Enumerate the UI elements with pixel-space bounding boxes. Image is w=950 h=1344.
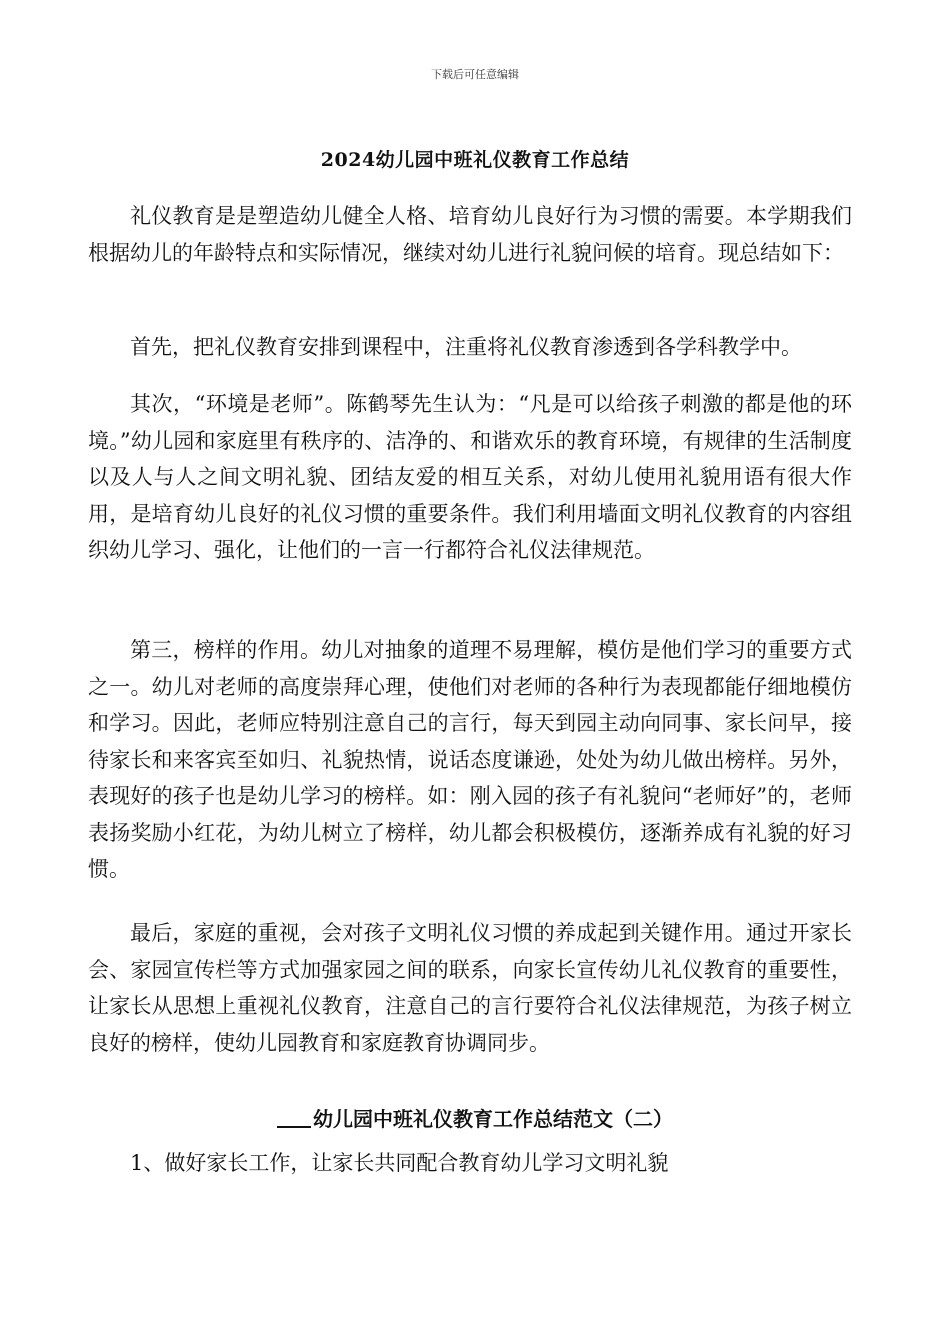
list-item: 1、做好家长工作，让家长共同配合教育幼儿学习文明礼貌 <box>130 1151 669 1175</box>
title-blank-underline <box>277 1126 311 1128</box>
section-title-text: 幼儿园中班礼仪教育工作总结范文（二） <box>313 1107 673 1131</box>
paragraph-second: 其次，“环境是老师”。陈鹤琴先生认为：“凡是可以给孩子刺激的都是他的环境。”幼儿园和家庭里有秩序的、洁净的、和谐欢乐的教育环境，有规律的生活制度以及人与人之间文明礼貌、团结友爱的相互关系，对幼儿使用礼貌用语有很大作用，是培育幼儿良好的礼仪习惯的重要条件。我们利用墙面文明礼仪教育的内容组织幼儿学习、强化，让他们的一言一行都符合礼仪法律规范。 <box>88 392 852 562</box>
paragraph-first: 首先，把礼仪教育安排到课程中，注重将礼仪教育渗透到各学科教学中。 <box>130 335 802 359</box>
header-note: 下载后可任意编辑 <box>431 68 519 81</box>
paragraph-third: 第三，榜样的作用。幼儿对抽象的道理不易理解，模仿是他们学习的重要方式之一。幼儿对老师的高度崇拜心理，使他们对老师的各种行为表现都能仔细地模仿和学习。因此，老师应特别注意自己的言行，每天到园主动向同事、家长问早，接待家长和来客宾至如归、礼貌热情，说话态度谦逊，处处为幼儿做出榜样。另外，表现好的孩子也是幼儿学习的榜样。如：刚入园的孩子有礼貌问“老师好”的，老师表扬奖励小红花，为幼儿树立了榜样，幼儿都会积极模仿，逐渐养成有礼貌的好习惯。 <box>88 638 852 881</box>
document-title: 2024幼儿园中班礼仪教育工作总结 <box>320 149 630 171</box>
paragraph-intro: 礼仪教育是是塑造幼儿健全人格、培育幼儿良好行为习惯的需要。本学期我们根据幼儿的年龄特点和实际情况，继续对幼儿进行礼貌问候的培育。现总结如下： <box>88 204 852 265</box>
section-title <box>0 1103 950 1132</box>
paragraph-last: 最后，家庭的重视，会对孩子文明礼仪习惯的养成起到关键作用。通过开家长会、家园宣传栏等方式加强家园之间的联系，向家长宣传幼儿礼仪教育的重要性，让家长从思想上重视礼仪教育，注意自己的言行要符合礼仪法律规范，为孩子树立良好的榜样，使幼儿园教育和家庭教育协调同步。 <box>88 921 852 1055</box>
